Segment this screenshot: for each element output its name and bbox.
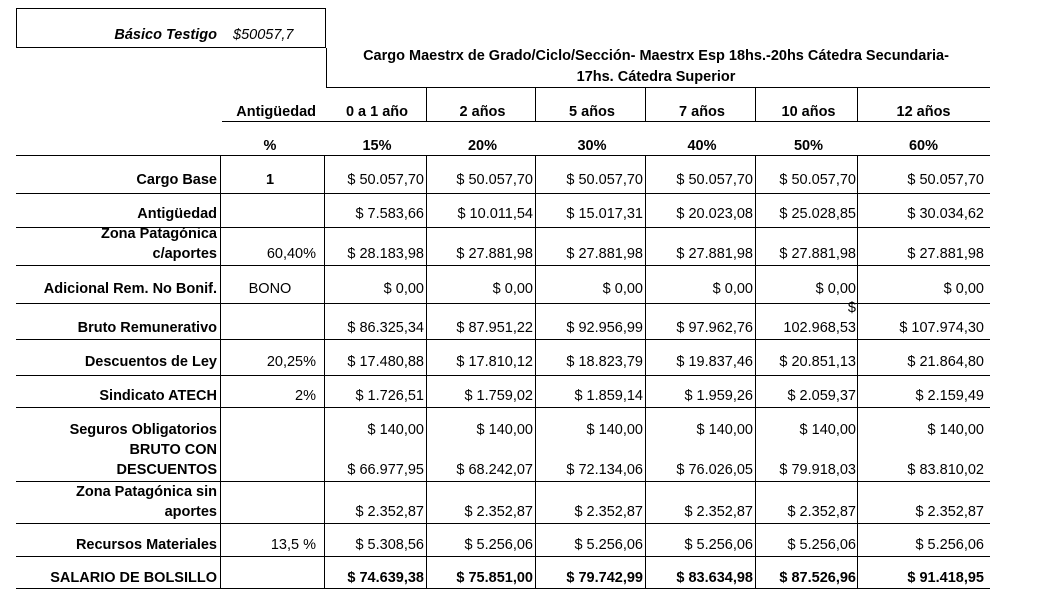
row-value: $ 5.308,56: [355, 537, 424, 553]
row-value: $ 2.352,87: [355, 504, 424, 520]
row-value: $ 86.325,34: [347, 320, 424, 336]
row-value: $ 2.352,87: [464, 504, 533, 520]
years-row-border: [222, 121, 990, 122]
header-col-divider: [857, 88, 858, 121]
row-value: $ 75.851,00: [456, 570, 533, 586]
row-label: Sindicato ATECH: [99, 388, 217, 404]
row-value: $ 2.352,87: [787, 504, 856, 520]
row-value: $ 2.352,87: [684, 504, 753, 520]
row-border: [16, 407, 990, 408]
title-left-border: [326, 48, 327, 88]
row-value: $ 28.183,98: [347, 246, 424, 262]
row-value: $ 50.057,70: [907, 172, 984, 188]
row-value: $ 140,00: [586, 422, 643, 438]
row-extra: 1: [265, 172, 275, 188]
row-value: $ 2.352,87: [915, 504, 984, 520]
row-extra: 60,40%: [266, 246, 316, 262]
percent-value: 15%: [362, 138, 392, 154]
row-border: [16, 481, 990, 482]
row-value: $ 74.639,38: [347, 570, 424, 586]
row-value: $ 50.057,70: [779, 172, 856, 188]
row-value: $ 1.959,26: [684, 388, 753, 404]
row-label: Seguros Obligatorios: [69, 422, 217, 438]
col-divider: [324, 156, 325, 589]
row-value: $ 0,00: [815, 281, 856, 297]
row-value-overflow: 102.968,53: [783, 320, 856, 336]
row-value: $ 50.057,70: [566, 172, 643, 188]
row-value: $ 0,00: [943, 281, 984, 297]
header-bottom-border: [16, 155, 990, 156]
row-value: $ 20.023,08: [676, 206, 753, 222]
row-value: $ 7.583,66: [355, 206, 424, 222]
row-value: $ 15.017,31: [566, 206, 643, 222]
row-border: [16, 265, 990, 266]
row-value: $ 97.962,76: [676, 320, 753, 336]
row-label: SALARIO DE BOLSILLO: [50, 570, 217, 586]
antiguedad-header: Antigüedad: [236, 104, 316, 120]
row-value: $ 25.028,85: [779, 206, 856, 222]
row-border: [16, 193, 990, 194]
row-value: $ 27.881,98: [779, 246, 856, 262]
col-divider: [645, 156, 646, 589]
year-header: 10 años: [781, 104, 836, 120]
row-value: $ 27.881,98: [566, 246, 643, 262]
percent-value: 50%: [793, 138, 824, 154]
year-header: 2 años: [459, 104, 506, 120]
row-value: $ 107.974,30: [899, 320, 984, 336]
row-extra: 2%: [295, 388, 316, 404]
header-col-divider: [426, 88, 427, 121]
row-value: $ 140,00: [367, 422, 424, 438]
row-value: $ 1.759,02: [464, 388, 533, 404]
row-value: $ 140,00: [799, 422, 856, 438]
row-label: Descuentos de Ley: [84, 354, 217, 370]
row-label: Zona Patagónica: [100, 226, 217, 242]
year-header: 12 años: [896, 104, 951, 120]
row-value: $ 1.726,51: [355, 388, 424, 404]
row-value: $ 5.256,06: [464, 537, 533, 553]
row-value: $ 140,00: [696, 422, 753, 438]
row-value: $ 5.256,06: [684, 537, 753, 553]
percent-header: %: [263, 138, 277, 154]
basico-label: Básico Testigo: [114, 27, 217, 43]
col-divider: [220, 156, 221, 589]
row-value: $ 27.881,98: [907, 246, 984, 262]
row-label: Adicional Rem. No Bonif.: [43, 281, 217, 297]
year-header: 0 a 1 año: [345, 104, 409, 120]
year-header: 5 años: [569, 104, 615, 120]
row-value: $ 91.418,95: [907, 570, 984, 586]
row-value: $ 140,00: [927, 422, 984, 438]
header-col-divider: [755, 88, 756, 121]
row-value: $ 5.256,06: [915, 537, 984, 553]
year-header: 7 años: [679, 104, 725, 120]
row-extra: 20,25%: [266, 354, 316, 370]
row-value: $ 0,00: [712, 281, 753, 297]
row-value: $ 68.242,07: [456, 462, 533, 478]
row-value: $ 2.159,49: [915, 388, 984, 404]
row-label: DESCUENTOS: [116, 462, 217, 478]
row-value: $ 2.059,37: [787, 388, 856, 404]
row-label: aportes: [164, 504, 217, 520]
row-extra: BONO: [248, 281, 292, 297]
row-extra: 13,5 %: [270, 537, 316, 553]
row-label: Antigüedad: [137, 206, 217, 222]
row-label: Bruto Remunerativo: [77, 320, 217, 336]
row-value: $ 50.057,70: [456, 172, 533, 188]
row-value: $ 20.851,13: [779, 354, 856, 370]
row-label: Recursos Materiales: [75, 537, 217, 553]
row-value: $ 10.011,54: [457, 206, 533, 222]
row-value: $ 79.918,03: [779, 462, 856, 478]
row-value: $: [847, 300, 856, 316]
row-value: $ 87.951,22: [456, 320, 533, 336]
row-value: $ 30.034,62: [907, 206, 984, 222]
row-value: $ 83.634,98: [676, 570, 753, 586]
col-divider: [755, 156, 756, 589]
cargo-title-line1: Cargo Maestrx de Grado/Ciclo/Sección- Maestrx Esp 18hs.-20hs Cátedra Secundaria-: [363, 48, 949, 64]
header-col-divider: [535, 88, 536, 121]
row-value: $ 17.480,88: [347, 354, 424, 370]
percent-value: 60%: [908, 138, 939, 154]
row-value: $ 50.057,70: [347, 172, 424, 188]
row-value: $ 79.742,99: [566, 570, 643, 586]
row-value: $ 50.057,70: [676, 172, 753, 188]
row-value: $ 0,00: [602, 281, 643, 297]
row-label: BRUTO CON: [129, 442, 217, 458]
row-value: $ 27.881,98: [676, 246, 753, 262]
row-value: $ 92.956,99: [566, 320, 643, 336]
row-value: $ 87.526,96: [779, 570, 856, 586]
row-value: $ 5.256,06: [787, 537, 856, 553]
row-value: $ 76.026,05: [676, 462, 753, 478]
row-value: $ 0,00: [383, 281, 424, 297]
row-value: $ 72.134,06: [566, 462, 643, 478]
row-label: c/aportes: [152, 246, 217, 262]
row-value: $ 27.881,98: [456, 246, 533, 262]
row-value: $ 19.837,46: [676, 354, 753, 370]
row-border: [16, 523, 990, 524]
col-divider: [426, 156, 427, 589]
row-border: [16, 588, 990, 589]
row-value: $ 1.859,14: [574, 388, 643, 404]
row-label: Cargo Base: [136, 172, 217, 188]
cargo-title-line2: 17hs. Cátedra Superior: [576, 69, 736, 85]
basico-value: $50057,7: [233, 27, 294, 43]
percent-value: 20%: [467, 138, 498, 154]
row-border: [16, 556, 990, 557]
header-col-divider: [645, 88, 646, 121]
row-value: $ 2.352,87: [574, 504, 643, 520]
row-value: $ 66.977,95: [347, 462, 424, 478]
row-border: [16, 375, 990, 376]
row-value: $ 17.810,12: [456, 354, 533, 370]
row-border: [16, 339, 990, 340]
percent-value: 30%: [577, 138, 607, 154]
row-value: $ 21.864,80: [907, 354, 984, 370]
row-value: $ 140,00: [476, 422, 533, 438]
col-divider: [857, 156, 858, 589]
row-value: $ 5.256,06: [574, 537, 643, 553]
row-value: $ 18.823,79: [566, 354, 643, 370]
row-label: Zona Patagónica sin: [76, 484, 217, 500]
row-value: $ 0,00: [492, 281, 533, 297]
percent-value: 40%: [687, 138, 717, 154]
row-value: $ 83.810,02: [907, 462, 984, 478]
col-divider: [535, 156, 536, 589]
